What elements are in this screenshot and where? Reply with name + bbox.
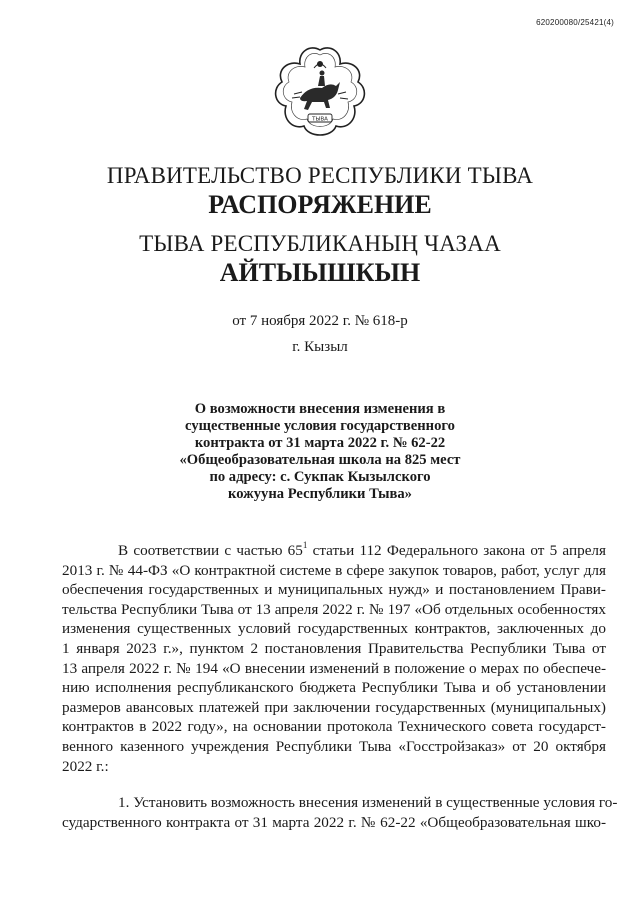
order-city: г. Кызыл [292,339,348,355]
paragraph-line: изменения существенных условий государственных контрактов, заключенных до [62,620,606,638]
paragraph-line: нию исполнения республиканского бюджета Республики Тыва и об установлении [62,679,606,697]
paragraph-line: 2022 г.: [62,757,109,775]
document-id: 620200080/25421(4) [536,18,614,27]
paragraph-line: размеров авансовых платежей при заключении государственных (муниципальных) [62,698,606,716]
paragraph-line: 13 апреля 2022 г. № 194 «О внесении изменений в положение о мерах по обеспече- [62,659,606,677]
paragraph-line: 1 января 2023 г.», пунктом 2 постановления Правительства Республики Тыва от [62,639,606,657]
coat-of-arms-emblem [270,42,370,142]
paragraph-line: обеспечения государственных и муниципальных нужд» и постановлением Прави- [62,581,606,599]
paragraph-line: 1. Установить возможность внесения изменений в существенные условия го- [118,794,618,811]
subject-line: контракта от 31 марта 2022 г. № 62-22 [194,435,446,451]
superscript-index: 1 [302,539,308,550]
order-subject [150,401,490,503]
subject-line: существенные условия государственного [185,418,455,434]
government-title: ПРАВИТЕЛЬСТВО РЕСПУБЛИКИ ТЫВА [106,163,534,188]
subject-line: О возможности внесения изменения в [194,401,446,417]
paragraph-line: контрактов в 2022 году», на основании протокола Технического совета государст- [62,718,606,736]
subject-line: по адресу: с. Сукпак Кызылского [209,469,431,485]
emblem-caption: ТЫВА [312,116,328,123]
paragraph-line: венного казенного учреждения Республики Тыва «Госстройзаказ» от 20 октября [62,737,606,755]
order-title-tyvan: АЙТЫЫШКЫН [219,258,421,287]
paragraph-line: 2013 г. № 44-ФЗ «О контрактной системе в сфере закупок товаров, работ, услуг для [62,561,606,579]
paragraph-line: сударственного контракта от 31 марта 2022 г. № 62-22 «Общеобразовательная шко- [62,813,606,831]
subject-line: «Общеобразовательная школа на 825 мест [179,452,461,468]
paragraph-line: тельства Республики Тыва от 13 апреля 2022 г. № 197 «Об отдельных особенностях [62,600,606,618]
paragraph-preamble [62,541,606,776]
order-title: РАСПОРЯЖЕНИЕ [208,190,432,219]
paragraph-item-1 [62,793,618,832]
paragraph-line: В соответствии с частью $65^1$ статьи 112 Федерального закона от 5 апреля [118,539,606,559]
order-date-number: от 7 ноября 2022 г. № 618-р [232,313,408,329]
government-title-tyvan: ТЫВА РЕСПУБЛИКАНЫҢ ЧАЗАА [139,231,501,256]
subject-line: кожууна Республики Тыва» [228,486,412,502]
